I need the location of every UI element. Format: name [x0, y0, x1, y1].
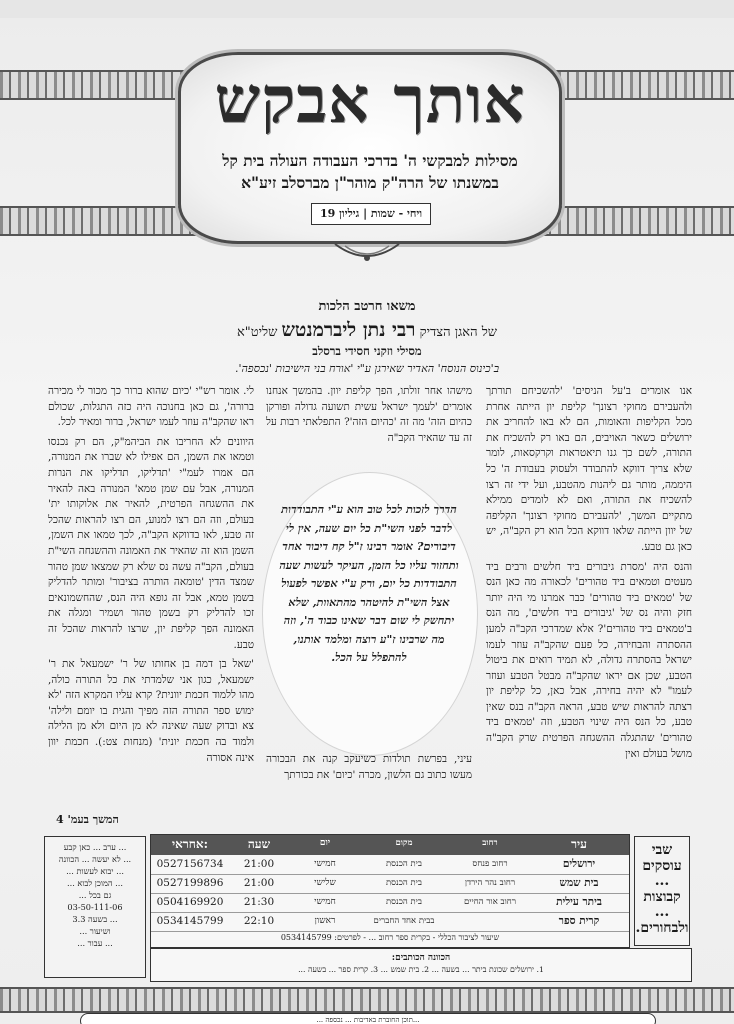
- cell-day: חמישי: [314, 859, 336, 869]
- article-column-right: [486, 384, 692, 824]
- col-header-street: רחוב: [482, 838, 498, 848]
- col-header-place: מקום: [395, 838, 413, 848]
- cell-city: קרית ספר: [558, 915, 600, 927]
- col-header-day: יום: [319, 838, 331, 848]
- byline-prefix: של האגן הצדיק: [419, 325, 497, 340]
- side-line: גם בכל ...: [78, 890, 112, 900]
- col-header-city: עיר: [571, 837, 587, 851]
- table-row: [151, 893, 629, 913]
- author-name: רבי נתן ליברמנטש: [281, 319, 416, 341]
- side-line: ושיעור ...: [79, 926, 111, 936]
- cell-phone: 0504169920: [156, 896, 224, 908]
- side-line: ... יבוא לעשות ...: [66, 866, 124, 876]
- col-header-time: שעה: [247, 837, 271, 851]
- byline-heading: משאו חרטב הלכות: [318, 299, 416, 314]
- side-box-left: [44, 836, 146, 978]
- schedule-header-row: [151, 835, 629, 855]
- cell-day: שלישי: [314, 878, 336, 888]
- paragraph: היוונים לא החריבו את הביהמ"ק, הם רק נכנסו וטמאו את השמן, הם אפילו לא שברו את המנורה, הם אמרו לעמ"י 'תדליקו, תדליקו את הנרות המנורה, אבל עם שמן טמא' המנורה באה להאיר את ההשגחה הפרטית, להאיר את אלוקותו ית' בעולם, וזה הם רצו למנוע, הם רצו להראות שהכל זה טבע, לאו בדווקא הקב"ה, לכך טמאו את השמן, השמן הוא זה שהאיר את האמונה וההשגחה השי"ת בעולם, הקב"ה עשה נס שלא רק שמצאו שמן טהור שמצד הדין 'טומאה הותרה בציבור' ומותר להדליק בשמן טמא, אבל זה גופא היה הנס, שהחשמונאים זכו להדליק רק בשמן טהור ושמיר ומגלה את האמונה הפך קליפת יון, שרצו להראות שהכל זה טבע.: [48, 435, 254, 651]
- cell-day: חמישי: [314, 897, 336, 907]
- side-line: ... ערב ... כאן קבע: [63, 842, 127, 852]
- cell-street: רחוב אור החיים: [463, 897, 516, 907]
- top-strip: [0, 0, 734, 18]
- pull-quote-text: הדרך לזכות לכל טוב הוא ע"י התבודדות לדבר לפני השי"ת כל יום שעה, אין לי דיבורים? אומר רבינו ז"ל קח דיבור אחד ותחזור עליו כל הזמן, העיקר לעשות שעה התבודדות כל יום, ורק ע"י אפשר לפעול אצל השי"ת להיטהר מהתאוות, שלא יתחשק לי שום דבר שאינו כבוד ה', וזה מה שרבינו ז"ע רוצה ומלמד אותנו, להתפלל על הכל.: [279, 502, 459, 664]
- cell-city: ירושלים: [562, 858, 596, 870]
- cell-time: 22:10: [243, 915, 275, 927]
- cell-phone: 0534145799: [156, 915, 224, 927]
- cell-street: רחוב נהר הירדן: [464, 878, 516, 888]
- cell-phone: 0527199896: [156, 877, 224, 889]
- article-column-middle-top: [266, 384, 472, 476]
- paragraph: אנו אומרים ב'על הניסים' 'להשכיחם תורתך ולהעבירם מחוקי רצונך' קליפת יון הייתה אחרת מכל הקליפות והאומות, הם לא באו להחריב את ירושלים כשאר האויבים, הם באו רק להשכיח את התורה, לשם כך גנו תיאטראות וקרקסאות, לומר שלא צריך דווקא להתבודד ולעסוק בעבודת ה' כל היממה, מותר גם ליהנות מהטבע, ועל ידי זה רצו להשכיח את התורה, ואם לא לומדים ממילא מתקיים המשך, 'להעבירם מחוקי רצונך' הקליפה של יוון הייתה שלאו דווקא הכל הוא רק הקב"ה, יש כאן גם טבע.: [486, 385, 692, 553]
- cell-city: בית שמש: [559, 877, 599, 889]
- paragraph: והנס היה 'מסרת גיבורים ביד חלשים ורבים ביד מעטים וטמאים ביד טהורים' לכאורה מה כאן הנס של 'טמאים ביד טהורים' כבר אמרנו מי היה יותר חזק והיה נס של 'גיבורים ביד חלשים', מה הנס ב'טמאים ביד טהורים'? אלא שמדרכי הקב"ה למען ההסתרה והבחירה, כל פעם שהקב"ה עוזר לעמו ישראל בהסתרה גדולה, לא תמיד רואים את ביטול הטבע, שכן אם יראו שהקב"ה מבטל הטבע ועוזר לעמו" לא יהיה בחירה, אבל כאן, כל קליפת יון רצתה להראות שיש טבע, הראה הקב"ה בנס שאין טבע, כל הנס היה שינוי הטבע, וזה 'טמאים ביד טהורים' שהתגלה ההשגחה הפרטית שרק הקב"ה מושל בעולם ואין: [486, 560, 692, 760]
- paragraph: מישהו אחר זולתו, הפך קליפת יוון. בהמשך אנחנו אומרים 'לעמך ישראל עשית תשועה גדולה ופורקן כהיום הזה' מה זה 'כהיום הזה'? התפלאתי רבות על זה עד שהאיר הקב"ה: [266, 385, 472, 444]
- issue-label: ויחי - שמות | גיליון 19: [311, 203, 431, 225]
- cell-day: ראשון: [314, 916, 336, 926]
- cell-phone: 0527156734: [156, 858, 224, 870]
- cell-time: 21:30: [243, 896, 275, 908]
- side-line: ... בשעה 3.3: [72, 914, 118, 924]
- paragraph: לי. אומר רש"י 'כיום שהוא ברור כך מכור לי מכירה ברורה', גם כאן בחנוכה היה כזה התגלות, שכולם ראו שהקב"ה עוזר לעמו ישראל, ברור ומאיר לכל.: [48, 385, 254, 429]
- side-line: 03-50-111-06: [67, 902, 123, 912]
- table-row: [151, 912, 629, 932]
- side-line: ... לא יעשה ... הכוונה: [58, 854, 132, 864]
- masthead-ornament: [333, 238, 401, 268]
- paragraph: 'שאל בן דמה בן אחותו של ר' ישמעאל את ר' ישמעאל, כגון אני שלמדתי את כל התורה כולה, מהו ללמוד חכמת יוונית? קרא עליו המקרא הזה 'לא ימוש ספר התורה הזה מפיך והגית בו יומם ולילה' צא ובדוק שעה שאינה לא מן היום ולא מן הלילה ולמוד בה חכמת יונית' (מנחות צט:). חכמת יוון אינה אסורה: [48, 658, 254, 764]
- article-column-middle-bottom: [266, 752, 472, 824]
- continue-note: המשך בעמ' 4: [56, 813, 119, 826]
- cell-street: רחוב פנחס: [472, 859, 508, 869]
- col-header-contact: אחראי:: [172, 837, 208, 851]
- guidance-text: 1. ירושלים שכונת ביתר ... בשעה ... 2. בית שמש ... 3. קרית ספר ... בשעה ...: [298, 965, 544, 974]
- cell-place: בית הכנסת: [385, 859, 423, 869]
- cell-time: 21:00: [243, 858, 275, 870]
- schedule-footer: שיעור לציבור הכללי - בקרית ספר רחוב ... - לפרטים: 0534145799: [280, 933, 500, 942]
- cell-place: בית הכנסת: [385, 897, 423, 907]
- cell-place: בבית אחד החברים: [373, 916, 435, 926]
- masthead-subtitle-1: מסילות למבקשי ה' בדרכי העבודה העולה בית קל: [222, 151, 518, 170]
- side-box-right: שבי עוסקים ... קבוצות ... ולבחורים.: [634, 836, 690, 946]
- cell-city: ביתר עילית: [556, 896, 602, 908]
- masthead-title: אותך אבקש: [214, 63, 526, 138]
- cell-time: 21:00: [243, 877, 275, 889]
- paragraph: עיני, בפרשת תולדות כשיעקב קנה את הבכורה מעשו כתוב גם הלשון, מכרה 'כיום' את בכורתך: [266, 753, 472, 781]
- guidance-box: [150, 948, 692, 982]
- table-row: [151, 874, 629, 894]
- cell-place: בית הכנסת: [385, 878, 423, 888]
- side-line: ... המוכן לבוא ...: [67, 878, 123, 888]
- footer-banner: ...תוכן החוברת באדיבות ... נכספה ...: [80, 1013, 656, 1024]
- table-row: [151, 855, 629, 875]
- byline-event: ב'כינוס הנוסח' האדיר שאירגן ע"י 'אורח בני הישיבות 'נכספה'.: [234, 362, 500, 375]
- masthead: [178, 52, 562, 244]
- byline-author: [140, 319, 594, 342]
- article-column-left: [48, 384, 254, 804]
- ornament-band-bottom: [0, 987, 734, 1013]
- masthead-subtitle-2: במשנתו של הרה"ק מוהר"ן מברסלב זיע"א: [241, 173, 499, 192]
- byline-suffix: שליט"א: [237, 325, 278, 340]
- guidance-title: הכוונה הכותבים:: [391, 953, 451, 963]
- schedule-table: [150, 834, 630, 948]
- side-line: ... עבור ...: [77, 938, 113, 948]
- byline-title: מסילי וזקני חסידי ברסלב: [312, 344, 422, 358]
